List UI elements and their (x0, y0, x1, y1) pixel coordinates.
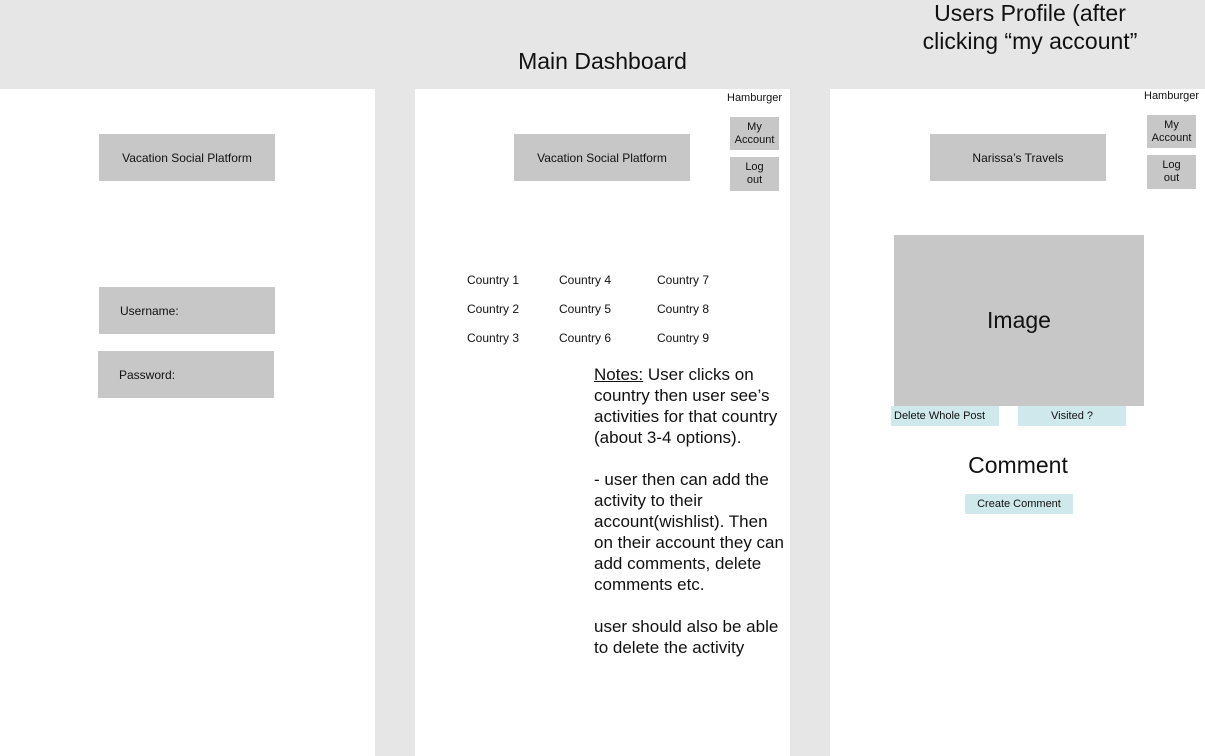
notes-paragraph-3: user should also be able to delete the activity (594, 617, 779, 657)
country-7[interactable]: Country 7 (657, 273, 710, 287)
dashboard-hamburger-menu[interactable]: Hamburger (727, 92, 783, 104)
notes-paragraph-2: - user then can add the activity to their account(wishlist). Then on their account they can add comments, delete comments etc. (594, 470, 784, 594)
username-field[interactable] (99, 287, 275, 334)
delete-post-button[interactable] (891, 406, 999, 426)
country-9[interactable]: Country 9 (657, 331, 710, 345)
country-3[interactable]: Country 3 (467, 331, 520, 345)
dashboard-my-account-button[interactable] (730, 117, 779, 150)
post-image-placeholder (894, 235, 1144, 406)
dashboard-heading: Main Dashboard (518, 48, 687, 74)
username-label: Username: (120, 303, 179, 318)
country-6[interactable]: Country 6 (559, 331, 612, 345)
country-1[interactable]: Country 1 (467, 273, 520, 287)
notes-label: Notes: (594, 365, 644, 384)
create-comment-button[interactable] (965, 494, 1073, 514)
comment-heading: Comment (968, 452, 1068, 478)
country-4[interactable]: Country 4 (559, 273, 612, 287)
dashboard-my-account-label: My Account (734, 120, 775, 146)
dashboard-logout-label: Log out (745, 161, 764, 186)
create-comment-label: Create Comment (977, 498, 1061, 510)
visited-button[interactable] (1018, 406, 1126, 426)
profile-hamburger-menu[interactable]: Hamburger (1144, 90, 1200, 102)
profile-logout-label: Log out (1162, 159, 1181, 184)
login-title-box (99, 134, 275, 181)
country-5[interactable]: Country 5 (559, 302, 612, 316)
password-field[interactable] (98, 351, 274, 398)
password-label: Password: (119, 367, 176, 382)
profile-title-box (930, 134, 1106, 181)
profile-title: Narissa’s Travels (972, 150, 1064, 165)
image-label: Image (987, 307, 1051, 333)
login-panel (0, 89, 375, 756)
delete-post-label: Delete Whole Post (894, 410, 986, 422)
dashboard-logout-button[interactable] (730, 157, 779, 191)
visited-label: Visited ? (1051, 410, 1093, 422)
notes-paragraph-1: User clicks on country then user see’s activities for that country (about 3-4 options). (594, 365, 778, 447)
profile-heading: Users Profile (after clicking “my account” (922, 0, 1138, 54)
dashboard-title-box (514, 134, 690, 181)
design-notes (594, 364, 784, 658)
profile-my-account-label: My Account (1151, 118, 1192, 144)
dashboard-title: Vacation Social Platform (537, 150, 667, 165)
profile-my-account-button[interactable] (1147, 115, 1196, 148)
country-2[interactable]: Country 2 (467, 302, 520, 316)
login-title: Vacation Social Platform (122, 150, 252, 165)
country-8[interactable]: Country 8 (657, 302, 710, 316)
profile-logout-button[interactable] (1147, 155, 1196, 189)
